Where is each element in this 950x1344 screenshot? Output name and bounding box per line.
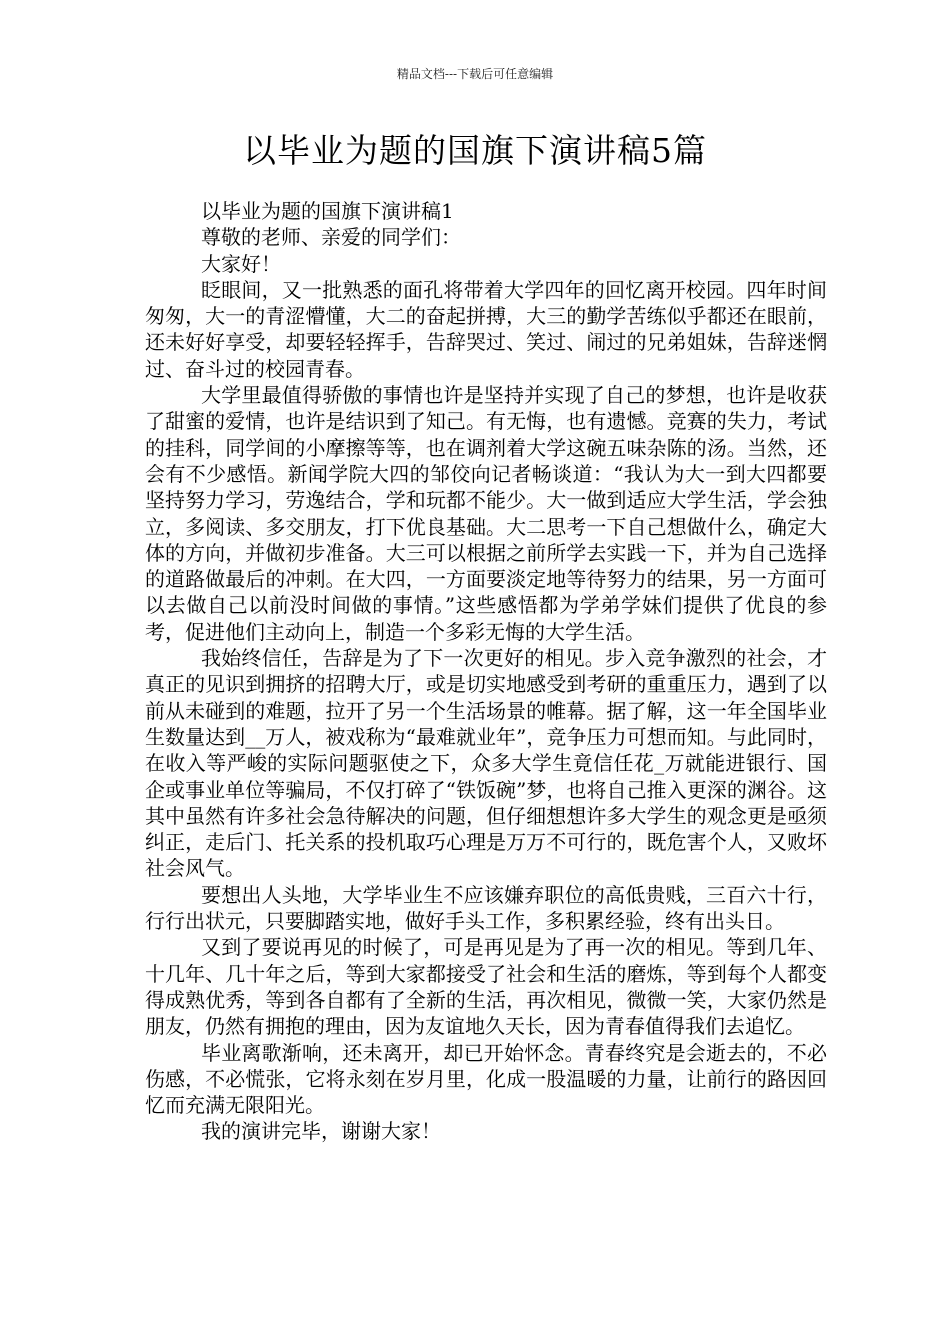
paragraph: 要想出人头地，大学毕业生不应该嫌弃职位的高低贵贱，三百六十行，行行出状元，只要脚踏实地，做好手头工作，多积累经验，终有出头日。 <box>145 882 827 934</box>
page-header: 精品文档---下载后可任意编辑 <box>396 67 554 81</box>
paragraph: 又到了要说再见的时候了，可是再见是为了再一次的相见。等到几年、十几年、几十年之后，等到大家都接受了社会和生活的磨炼，等到每个人都变得成熟优秀，等到各自都有了全新的生活，再次相见，微微一笑，大家仍然是朋友，仍然有拥抱的理由，因为友谊地久天长，因为青春值得我们去追忆。 <box>145 935 827 1039</box>
closing-line: 我的演讲完毕，谢谢大家！ <box>201 1119 441 1144</box>
document-body <box>145 198 827 1145</box>
document-title: 以毕业为题的国旗下演讲稿5篇 <box>243 131 707 170</box>
paragraph: 毕业离歌渐响，还未离开，却已开始怀念。青春终究是会逝去的，不必伤感，不必慌张，它将永刻在岁月里，化成一股温暖的力量，让前行的路因回忆而充满无限阳光。 <box>145 1040 827 1118</box>
section-heading: 以毕业为题的国旗下演讲稿1 <box>201 199 454 223</box>
paragraph: 我始终信任，告辞是为了下一次更好的相见。步入竞争激烈的社会，才真正的见识到拥挤的招聘大厅，或是切实地感受到考研的重重压力，遇到了以前从未碰到的难题，拉开了另一个生活场景的帷幕。据了解，这一年全国毕业生数量达到__万人，被戏称为“最难就业年”，竞争压力可想而知。与此同时，在收入等严峻的实际问题驱使之下，众多大学生竟信任花_万就能进银行、国企或事业单位等骗局，不仅打碎了“铁饭碗”梦，也将自己推入更深的渊谷。这其中虽然有许多社会急待解决的问题，但仔细想想许多大学生的观念更是亟须纠正，走后门、托关系的投机取巧心理是万万不可行的，既危害个人，又败坏社会风气。 <box>145 646 827 881</box>
paragraph: 大学里最值得骄傲的事情也许是坚持并实现了自己的梦想，也许是收获了甜蜜的爱情，也许是结识到了知己。有无悔，也有遗憾。竞赛的失力，考试的挂科，同学间的小摩擦等等，也在调剂着大学这碗五味杂陈的汤。当然，还会有不少感悟。新闻学院大四的邹佼向记者畅谈道：“我认为大一到大四都要坚持努力学习，劳逸结合，学和玩都不能少。大一做到适应大学生活，学会独立，多阅读、多交朋友，打下优良基础。大二思考一下自己想做什么，确定大体的方向，并做初步准备。大三可以根据之前所学去实践一下，并为自己选择的道路做最后的冲刺。在大四，一方面要淡定地等待努力的结果，另一方面可以去做自己以前没时间做的事情。”这些感悟都为学弟学妹们提供了优良的参考，促进他们主动向上，制造一个多彩无悔的大学生活。 <box>145 383 827 644</box>
paragraph: 眨眼间，又一批熟悉的面孔将带着大学四年的回忆离开校园。四年时间匆匆，大一的青涩懵懂，大二的奋起拼搏，大三的勤学苦练似乎都还在眼前，还未好好享受，却要轻轻挥手，告辞哭过、笑过、闹过的兄弟姐妹，告辞迷惘过、奋斗过的校园青春。 <box>145 277 827 381</box>
greeting: 大家好！ <box>201 251 281 276</box>
salutation: 尊敬的老师、亲爱的同学们： <box>201 225 461 250</box>
